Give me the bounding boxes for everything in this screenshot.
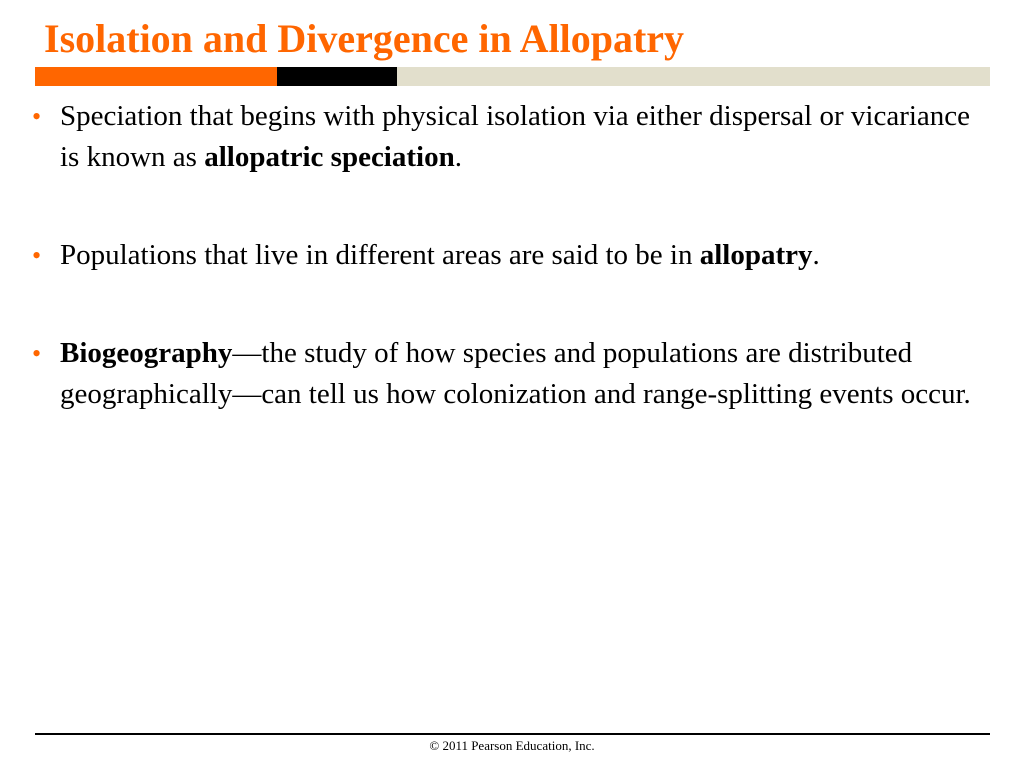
footer-divider xyxy=(35,733,990,735)
underline-segment-orange xyxy=(35,67,277,86)
bullet-text xyxy=(60,239,820,271)
bullet-text-plain: Speciation that begins with physical isolation via either dispersal or vicariance is known as xyxy=(60,100,971,173)
bullet-item xyxy=(32,235,994,276)
underline-segment-black xyxy=(277,67,397,86)
slide-title: Isolation and Divergence in Allopatry xyxy=(44,16,685,61)
underline-segment-beige xyxy=(397,67,990,86)
bullet-text-plain: Populations that live in different areas are said to be in xyxy=(60,239,700,271)
bullet-icon: • xyxy=(32,241,42,270)
bullet-text-plain: —the study of how species and populations are distributed geographically—can tell us how colonization and range-splitting events occur. xyxy=(60,337,971,410)
bullet-item xyxy=(32,96,994,178)
bullet-term-bold: allopatric speciation xyxy=(204,141,455,173)
bullet-list xyxy=(32,96,994,415)
bullet-text-plain: . xyxy=(454,141,462,173)
bullet-item xyxy=(32,333,994,415)
title-underline-bar xyxy=(35,67,990,86)
bullet-term-bold: allopatry xyxy=(699,239,813,271)
bullet-text xyxy=(60,337,971,410)
bullet-icon: • xyxy=(32,102,42,131)
bullet-text xyxy=(60,100,970,173)
bullet-term-bold: Biogeography xyxy=(60,337,233,369)
footer-copyright: © 2011 Pearson Education, Inc. xyxy=(429,738,595,753)
bullet-icon: • xyxy=(32,339,42,368)
bullet-text-plain: . xyxy=(812,239,820,271)
